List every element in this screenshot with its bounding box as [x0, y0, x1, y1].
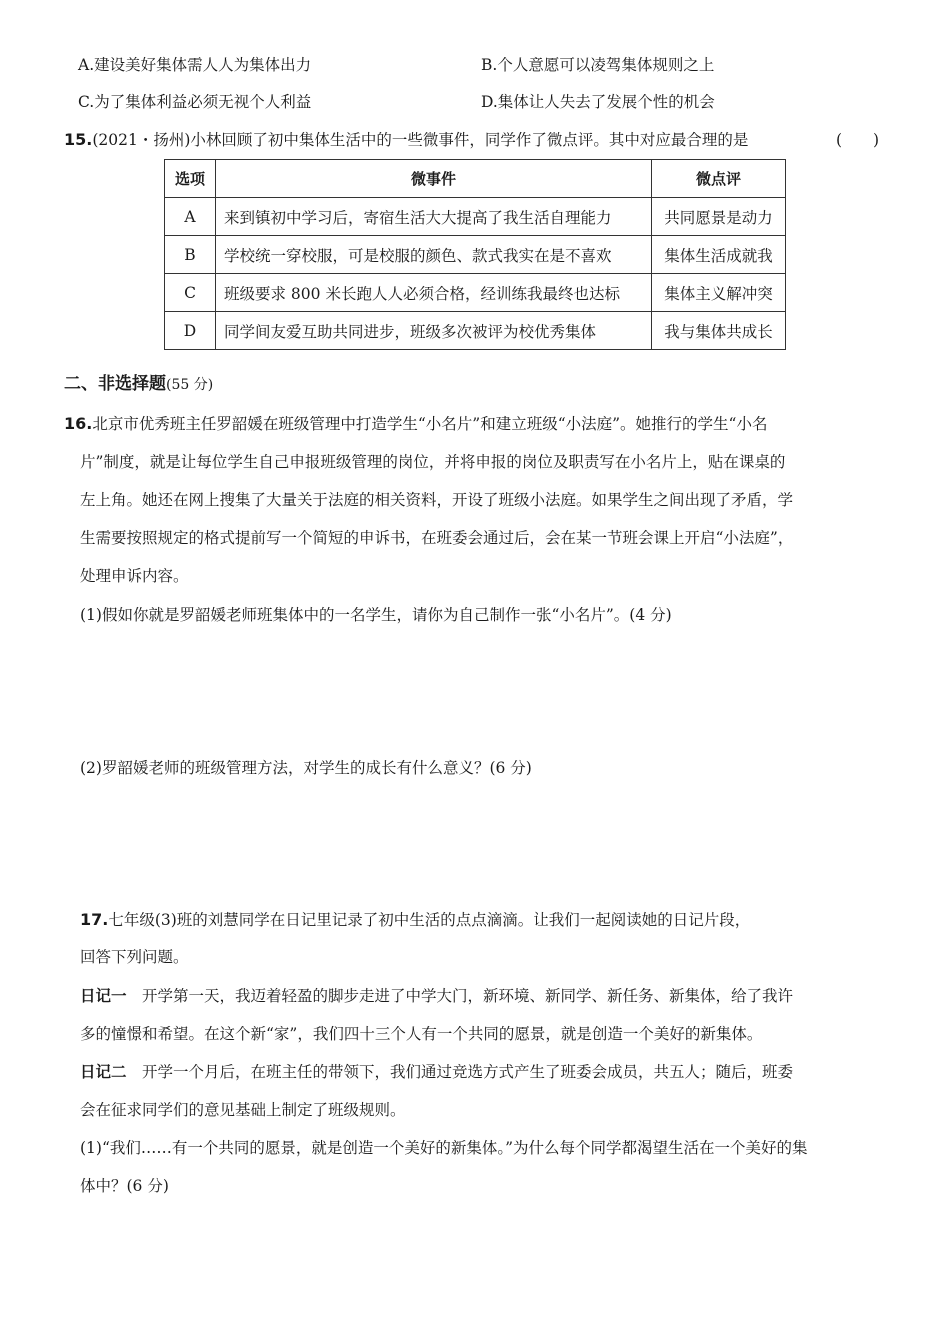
q15-header-comment: 微点评	[652, 160, 786, 198]
row-option: B	[165, 236, 216, 274]
q16-line-5: 处理申诉内容。	[80, 567, 189, 585]
q16-line-1	[64, 413, 767, 435]
diary1-label: 日记一	[80, 987, 127, 1005]
diary2-text-1: 开学一个月后，在班主任的带领下，我们通过竞选方式产生了班委会成员，共五人；随后，班委	[142, 1063, 794, 1081]
diary1-text-1: 开学第一天，我迈着轻盈的脚步走进了中学大门，新环境、新同学、新任务、新集体，给了我许	[142, 987, 794, 1005]
q17-diary2-line-1	[80, 1061, 793, 1083]
q14-option-b: B.个人意愿可以凌驾集体规则之上	[481, 56, 715, 74]
q17-line-2: 回答下列问题。	[80, 948, 189, 966]
row-option: C	[165, 274, 216, 312]
q17-diary1-line-2: 多的憧憬和希望。在这个新“家”，我们四十三个人有一个共同的愿景，就是创造一个美好的新集体。	[80, 1025, 763, 1043]
diary2-label: 日记二	[80, 1063, 127, 1081]
row-event: 来到镇初中学习后，寄宿生活大大提高了我生活自理能力	[216, 198, 652, 236]
q15-table-header-row	[165, 160, 786, 198]
q15-answer-paren: ( )	[836, 131, 880, 149]
q15-header-option: 选项	[165, 160, 216, 198]
q15-stem: (2021・扬州)小林回顾了初中集体生活中的一些微事件，同学作了微点评。其中对应最合理的是	[92, 131, 749, 149]
q16-line-3: 左上角。她还在网上搜集了大量关于法庭的相关资料，开设了班级小法庭。如果学生之间出现了矛盾，学	[80, 491, 794, 509]
section-title: 二、非选择题	[64, 374, 166, 394]
table-row	[165, 236, 786, 274]
q15-stem-line	[64, 129, 748, 151]
q17-number: 17.	[80, 910, 109, 929]
q17-text-1: 七年级(3)班的刘慧同学在日记里记录了初中生活的点点滴滴。让我们一起阅读她的日记片段，	[108, 911, 751, 929]
row-option: A	[165, 198, 216, 236]
q17-sub1-line-1: (1)“我们……有一个共同的愿景，就是创造一个美好的新集体。”为什么每个同学都渴望生活在一个美好的集	[80, 1139, 808, 1157]
row-option: D	[165, 312, 216, 350]
table-row	[165, 274, 786, 312]
table-row	[165, 198, 786, 236]
row-event: 学校统一穿校服，可是校服的颜色、款式我实在是不喜欢	[216, 236, 652, 274]
q15-table	[164, 159, 786, 350]
q15-number: 15.	[64, 130, 93, 149]
row-comment: 集体主义解冲突	[652, 274, 786, 312]
table-row	[165, 312, 786, 350]
q17-diary2-line-2: 会在征求同学们的意见基础上制定了班级规则。	[80, 1101, 406, 1119]
row-comment: 集体生活成就我	[652, 236, 786, 274]
q16-line-2: 片”制度，就是让每位学生自己申报班级管理的岗位，并将申报的岗位及职责写在小名片上，贴在课桌的	[80, 453, 786, 471]
row-comment: 我与集体共成长	[652, 312, 786, 350]
q17-line-1	[80, 909, 750, 931]
q14-option-a: A.建设美好集体需人人为集体出力	[78, 56, 312, 74]
q17-diary1-line-1	[80, 985, 793, 1007]
section-heading	[64, 369, 213, 394]
q14-option-c: C.为了集体利益必须无视个人利益	[78, 93, 312, 111]
row-event: 同学间友爱互助共同进步，班级多次被评为校优秀集体	[216, 312, 652, 350]
row-event: 班级要求 800 米长跑人人必须合格，经训练我最终也达标	[216, 274, 652, 312]
q16-number: 16.	[64, 414, 93, 433]
q14-option-d: D.集体让人失去了发展个性的机会	[481, 93, 715, 111]
q16-sub2: (2)罗韶媛老师的班级管理方法，对学生的成长有什么意义？(6 分)	[80, 759, 532, 777]
q17-sub1-line-2: 体中？(6 分)	[80, 1177, 169, 1195]
q16-text-1: 北京市优秀班主任罗韶媛在班级管理中打造学生“小名片”和建立班级“小法庭”。她推行的学生“小名	[92, 415, 768, 433]
row-comment: 共同愿景是动力	[652, 198, 786, 236]
q16-sub1: (1)假如你就是罗韶媛老师班集体中的一名学生，请你为自己制作一张“小名片”。(4 分)	[80, 606, 672, 624]
q16-line-4: 生需要按照规定的格式提前写一个简短的申诉书，在班委会通过后，会在某一节班会课上开启“小法庭”，	[80, 529, 794, 547]
section-points: (55 分)	[166, 377, 214, 393]
q15-header-event: 微事件	[216, 160, 652, 198]
